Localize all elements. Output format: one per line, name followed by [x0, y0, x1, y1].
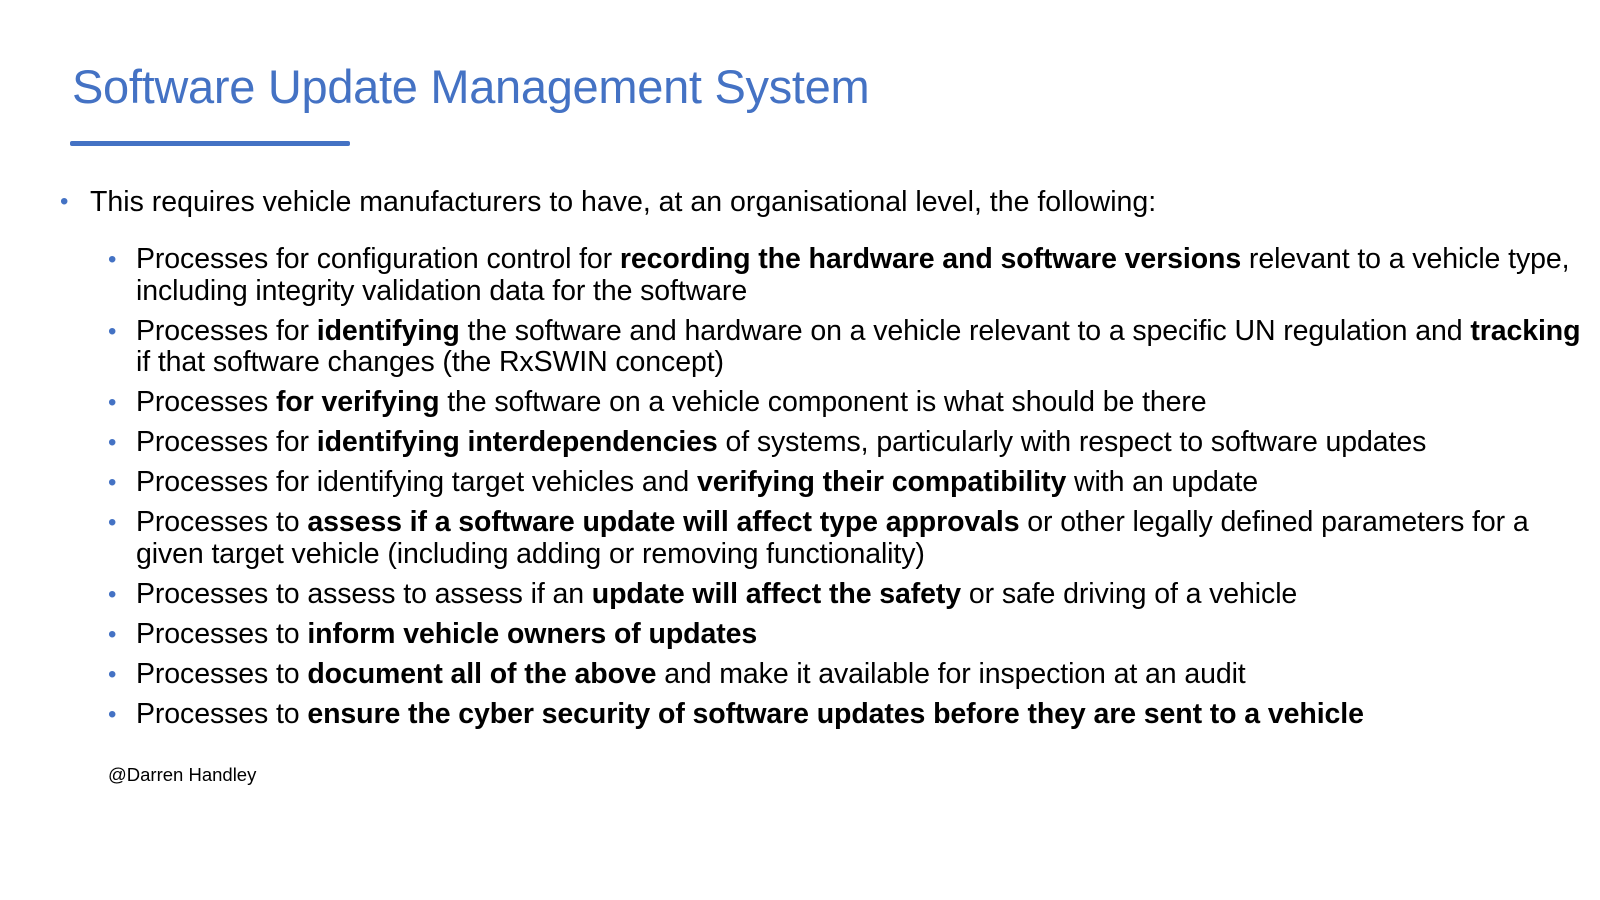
- item-text: Processes: [136, 386, 276, 418]
- emphasis-text: document all of the above: [307, 657, 657, 690]
- item-text: or safe driving of a vehicle: [961, 577, 1298, 610]
- item-text: or other legally defined parameters for a given target vehicle (including adding or removing functionality): [136, 506, 1529, 570]
- item-text: Processes to: [136, 697, 308, 730]
- bullet-icon: •: [108, 429, 117, 456]
- list-item: [108, 579, 1588, 611]
- emphasis-text: identifying interdependencies: [316, 426, 718, 458]
- title-underline: [70, 141, 350, 146]
- emphasis-text: verifying their compatibility: [696, 466, 1067, 498]
- list-item: [108, 427, 1588, 459]
- requirements-list: [108, 244, 1588, 739]
- list-item: [108, 467, 1588, 499]
- emphasis-text: ensure the cyber security of software updates before they are sent to a vehicle: [307, 697, 1364, 730]
- item-text: the software on a vehicle component is what should be there: [439, 386, 1207, 418]
- bullet-icon: •: [108, 620, 117, 648]
- item-text: if that software changes (the RxSWIN concept): [136, 346, 724, 378]
- slide-title: Software Update Management System: [72, 60, 870, 113]
- bullet-icon: •: [108, 317, 117, 345]
- bullet-icon: •: [108, 509, 117, 536]
- list-item: [108, 699, 1588, 731]
- list-item: [108, 619, 1588, 651]
- list-item: [108, 659, 1588, 691]
- emphasis-text: tracking: [1470, 314, 1581, 347]
- item-text: Processes for: [136, 426, 317, 458]
- bullet-icon: •: [108, 700, 117, 728]
- emphasis-text: recording the hardware and software versions: [619, 243, 1242, 275]
- intro-text: This requires vehicle manufacturers to have, at an organisational level, the following:: [90, 186, 1157, 218]
- item-text: relevant to a vehicle type, including integrity validation data for the software: [136, 243, 1570, 307]
- intro-bullet-icon: •: [60, 188, 69, 215]
- item-text: Processes to: [136, 657, 308, 690]
- emphasis-text: identifying: [316, 314, 460, 347]
- item-text: Processes for configuration control for: [136, 243, 620, 275]
- item-text: the software and hardware on a vehicle relevant to a specific UN regulation and: [459, 314, 1471, 347]
- list-item: [108, 244, 1588, 307]
- bullet-icon: •: [108, 389, 117, 416]
- item-text: Processes for identifying target vehicles and: [136, 466, 697, 498]
- list-item: [108, 507, 1588, 570]
- item-text: of systems, particularly with respect to software updates: [717, 426, 1427, 458]
- emphasis-text: update will affect the safety: [591, 577, 962, 610]
- author-credit: @Darren Handley: [108, 764, 257, 785]
- intro-line: [60, 184, 1156, 220]
- list-item: [108, 387, 1588, 419]
- item-text: and make it available for inspection at an audit: [656, 657, 1246, 690]
- item-text: Processes for: [136, 314, 317, 347]
- list-item: [108, 316, 1588, 379]
- bullet-icon: •: [108, 246, 117, 273]
- emphasis-text: assess if a software update will affect type approvals: [307, 506, 1020, 538]
- bullet-icon: •: [108, 660, 117, 688]
- item-text: with an update: [1066, 466, 1259, 498]
- item-text: Processes to assess to assess if an: [136, 577, 592, 610]
- emphasis-text: inform vehicle owners of updates: [307, 617, 758, 650]
- item-text: Processes to: [136, 506, 308, 538]
- emphasis-text: for verifying: [275, 386, 440, 418]
- bullet-icon: •: [108, 469, 117, 496]
- item-text: Processes to: [136, 617, 308, 650]
- bullet-icon: •: [108, 580, 117, 608]
